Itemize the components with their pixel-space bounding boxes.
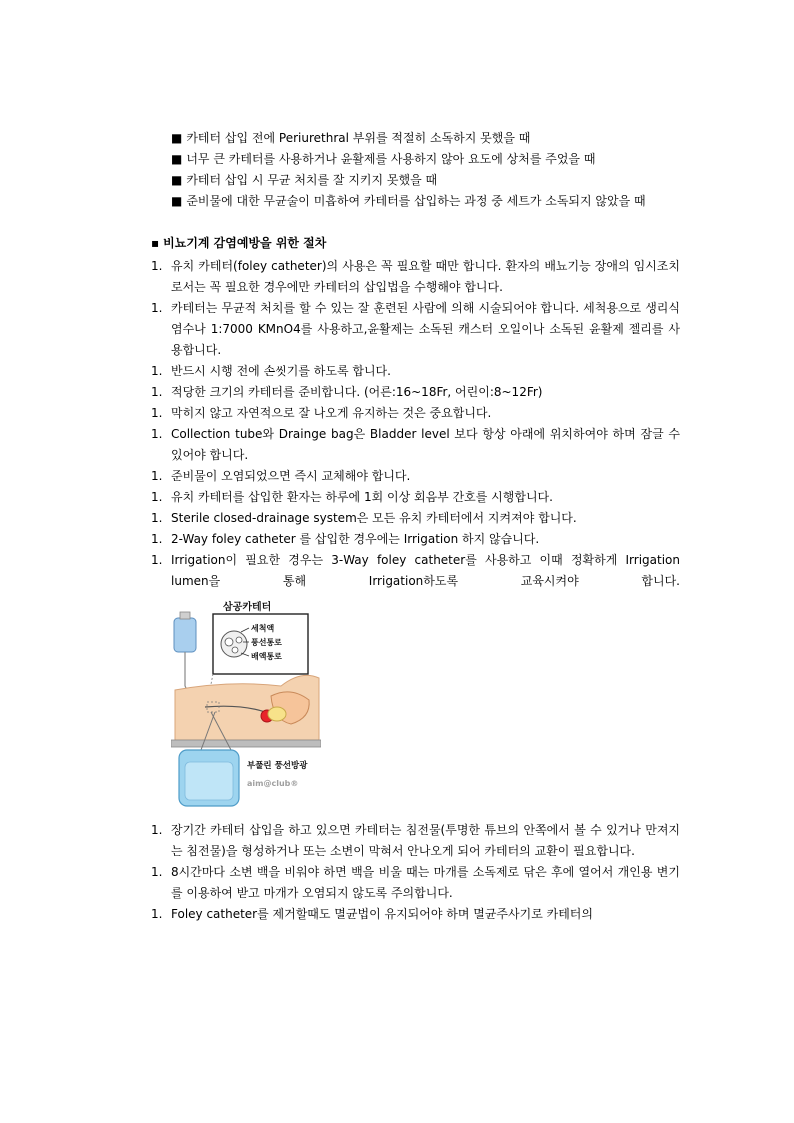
list-item-text: 막히지 않고 자연적으로 잘 나오게 유지하는 것은 중요합니다.	[171, 406, 492, 420]
list-number: 1.	[151, 385, 163, 399]
square-bullet-icon: ■	[171, 131, 183, 145]
intro-bullet-list	[151, 128, 680, 212]
list-item-text: Sterile closed-drainage system은 모든 유치 카테터에서 지켜져야 합니다.	[171, 511, 577, 525]
list-item	[151, 862, 680, 904]
list-number: 1.	[151, 427, 163, 441]
list-item-text: 장기간 카테터 삽입을 하고 있으면 카테터는 침전물(투명한 튜브의 안쪽에서 볼 수 있거나 만져지는 침전물)을 형성하거나 또는 소변이 막혀서 안나오게 되어 카테터의 교환이 필요합니다.	[171, 823, 680, 858]
list-item	[151, 550, 680, 592]
section-title: 비뇨기계 감염예방을 위한 절차	[163, 236, 327, 250]
list-item-text: 반드시 시행 전에 손씻기를 하도록 합니다.	[171, 364, 391, 378]
list-item-text: Foley catheter를 제거할때도 멸균법이 유지되어야 하며 멸균주사기로 카테터의	[171, 907, 593, 921]
list-item	[151, 466, 680, 487]
irrigation-bottle	[174, 618, 196, 652]
list-item	[151, 256, 680, 298]
list-number: 1.	[151, 364, 163, 378]
list-item	[151, 361, 680, 382]
intro-bullet	[151, 128, 680, 149]
list-item-text: 유치 카테터(foley catheter)의 사용은 꼭 필요할 때만 합니다. 환자의 배뇨기능 장애의 임시조치로서는 꼭 필요한 경우에만 카테터의 삽입법을 수행해야 합니다.	[171, 259, 680, 294]
list-item	[151, 424, 680, 466]
list-number: 1.	[151, 907, 163, 921]
list-number: 1.	[151, 532, 163, 546]
list-item	[151, 487, 680, 508]
procedure-list	[151, 256, 680, 592]
list-item-text: 준비물이 오염되었으면 즉시 교체해야 합니다.	[171, 469, 411, 483]
bladder	[268, 707, 286, 721]
list-item	[151, 403, 680, 424]
square-bullet-icon: ■	[171, 152, 183, 166]
list-item	[151, 820, 680, 862]
list-number: 1.	[151, 511, 163, 525]
section-bullet-icon: ▪	[151, 236, 160, 250]
list-item-text: 유치 카테터를 삽입한 환자는 하루에 1회 이상 회음부 간호를 시행합니다.	[171, 490, 553, 504]
figure-title: 삼공카테터	[223, 602, 272, 613]
bottle-cap	[180, 612, 190, 619]
procedure-list-continued	[151, 820, 680, 925]
list-item	[151, 904, 680, 925]
figure-label: 풍선통로	[251, 638, 282, 647]
watermark-logo: aim@club®	[247, 779, 299, 788]
intro-bullet-text: 준비물에 대한 무균술이 미흡하여 카테터를 삽입하는 과정 중 세트가 소독되지 않았을 때	[186, 194, 646, 208]
list-number: 1.	[151, 301, 163, 315]
list-item	[151, 508, 680, 529]
catheter-diagram	[171, 600, 321, 812]
intro-bullet	[151, 191, 680, 212]
figure-caption: 부풀린 풍선방광	[247, 761, 308, 771]
list-item-text: 적당한 크기의 카테터를 준비합니다. (어른:16~18Fr, 어린이:8~12Fr)	[171, 385, 543, 399]
list-item	[151, 382, 680, 403]
catheter-illustration	[171, 600, 321, 812]
intro-bullet	[151, 170, 680, 191]
document-body	[151, 128, 680, 925]
square-bullet-icon: ■	[171, 194, 183, 208]
drainage-bag-fluid	[185, 762, 233, 800]
intro-bullet-text: 카테터 삽입 시 무균 처치를 잘 지키지 못했을 때	[186, 173, 438, 187]
list-number: 1.	[151, 865, 163, 879]
list-number: 1.	[151, 259, 163, 273]
exam-table	[171, 740, 321, 747]
square-bullet-icon: ■	[171, 173, 183, 187]
intro-bullet-text: 너무 큰 카테터를 사용하거나 윤활제를 사용하지 않아 요도에 상처를 주었을 때	[186, 152, 596, 166]
list-number: 1.	[151, 469, 163, 483]
list-item-text: 2-Way foley catheter 를 삽입한 경우에는 Irrigation 하지 않습니다.	[171, 532, 540, 546]
intro-bullet	[151, 149, 680, 170]
list-number: 1.	[151, 823, 163, 837]
list-item-text: 8시간마다 소변 백을 비워야 하면 백을 비울 때는 마개를 소독제로 닦은 후에 열어서 개인용 변기를 이용하여 받고 마개가 오염되지 않도록 주의합니다.	[171, 865, 680, 900]
list-item-text: Irrigation이 필요한 경우는 3-Way foley catheter를 사용하고 이때 정확하게 Irrigation lumen을 통해 Irrigation하도록 교육시켜야 합니다.	[171, 553, 680, 588]
intro-bullet-text: 카테터 삽입 전에 Periurethral 부위를 적절히 소독하지 못했을 때	[186, 131, 531, 145]
list-number: 1.	[151, 406, 163, 420]
figure-label: 세척액	[251, 624, 275, 633]
list-item	[151, 529, 680, 550]
list-number: 1.	[151, 553, 163, 567]
figure-label: 배액통로	[251, 652, 282, 661]
list-item	[151, 298, 680, 361]
list-item-text: Collection tube와 Drainge bag은 Bladder level 보다 항상 아래에 위치하여야 하며 잠글 수 있어야 합니다.	[171, 427, 680, 462]
lumen-3	[232, 647, 238, 653]
list-item-text: 카테터는 무균적 처치를 할 수 있는 잘 훈련된 사람에 의해 시술되어야 합니다. 세척용으로 생리식염수나 1:7000 KMnO4를 사용하고,윤활제는 소독된 캐스터 오일이나 소독된 윤활제 젤리를 사용합니다.	[171, 301, 680, 357]
lumen-1	[225, 638, 233, 646]
lumen-2	[236, 637, 242, 643]
section-heading	[151, 232, 680, 254]
list-number: 1.	[151, 490, 163, 504]
